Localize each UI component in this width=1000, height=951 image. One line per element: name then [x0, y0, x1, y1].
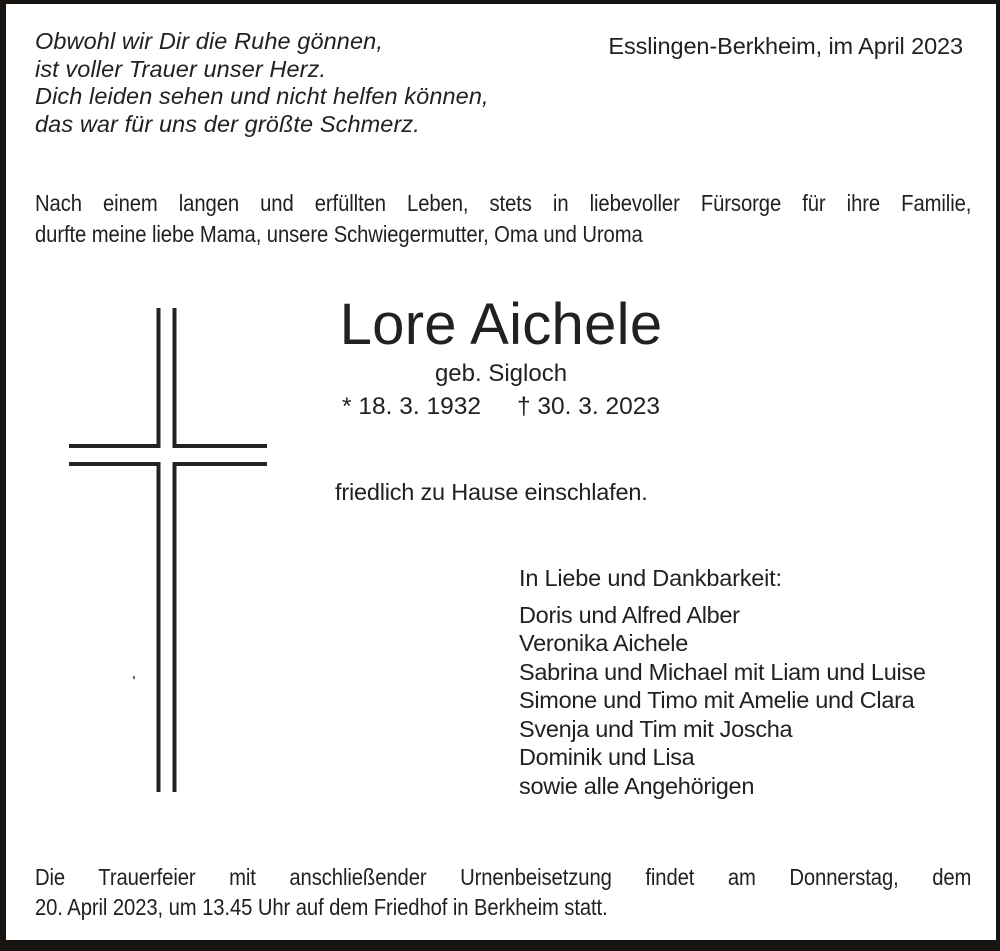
mourner-line: Doris und Alfred Alber	[519, 602, 740, 628]
mourners-heading: In Liebe und Dankbarkeit:	[519, 565, 782, 591]
funeral-line: Die Trauerfeier mit anschließender Urnenbeisetzung findet am Donnerstag, dem	[35, 864, 972, 890]
intro-line: Nach einem langen und erfüllten Leben, stets in liebevoller Fürsorge für ihre Familie,	[35, 190, 972, 216]
birth-date: * 18. 3. 1932	[342, 393, 481, 420]
funeral-info	[35, 862, 971, 922]
mourners-list	[519, 601, 926, 800]
mourner-line: sowie alle Angehörigen	[519, 772, 755, 799]
deceased-name: Lore Aichele	[339, 292, 663, 357]
deceased-block	[6, 292, 996, 420]
intro-paragraph	[35, 188, 971, 249]
mourner-line: Svenja und Tim mit Joscha	[519, 715, 793, 742]
closing-line: friedlich zu Hause einschlafen.	[335, 479, 648, 505]
place-dateline: Esslingen-Berkheim, im April 2023	[608, 33, 963, 59]
memorial-verse	[35, 28, 489, 138]
notice-content	[6, 4, 996, 940]
print-artifact	[133, 676, 135, 679]
verse-line: ist voller Trauer unser Herz.	[35, 55, 327, 82]
mourner-line: Sabrina und Michael mit Liam und Luise	[519, 658, 926, 685]
death-date: † 30. 3. 2023	[516, 393, 660, 420]
intro-line: durfte meine liebe Mama, unsere Schwiegermutter, Oma und Uroma	[35, 220, 643, 247]
mourner-line: Veronika Aichele	[519, 630, 688, 657]
verse-line: das war für uns der größte Schmerz.	[35, 110, 420, 137]
verse-line: Dich leiden sehen und nicht helfen können,	[35, 83, 489, 109]
verse-line: Obwohl wir Dir die Ruhe gönnen,	[35, 28, 383, 54]
funeral-line: 20. April 2023, um 13.45 Uhr auf dem Friedhof in Berkheim statt.	[35, 894, 608, 920]
life-dates	[6, 393, 996, 420]
mourner-line: Dominik und Lisa	[519, 744, 695, 771]
maiden-name: geb. Sigloch	[434, 360, 568, 387]
mourner-line: Simone und Timo mit Amelie und Clara	[519, 687, 915, 714]
